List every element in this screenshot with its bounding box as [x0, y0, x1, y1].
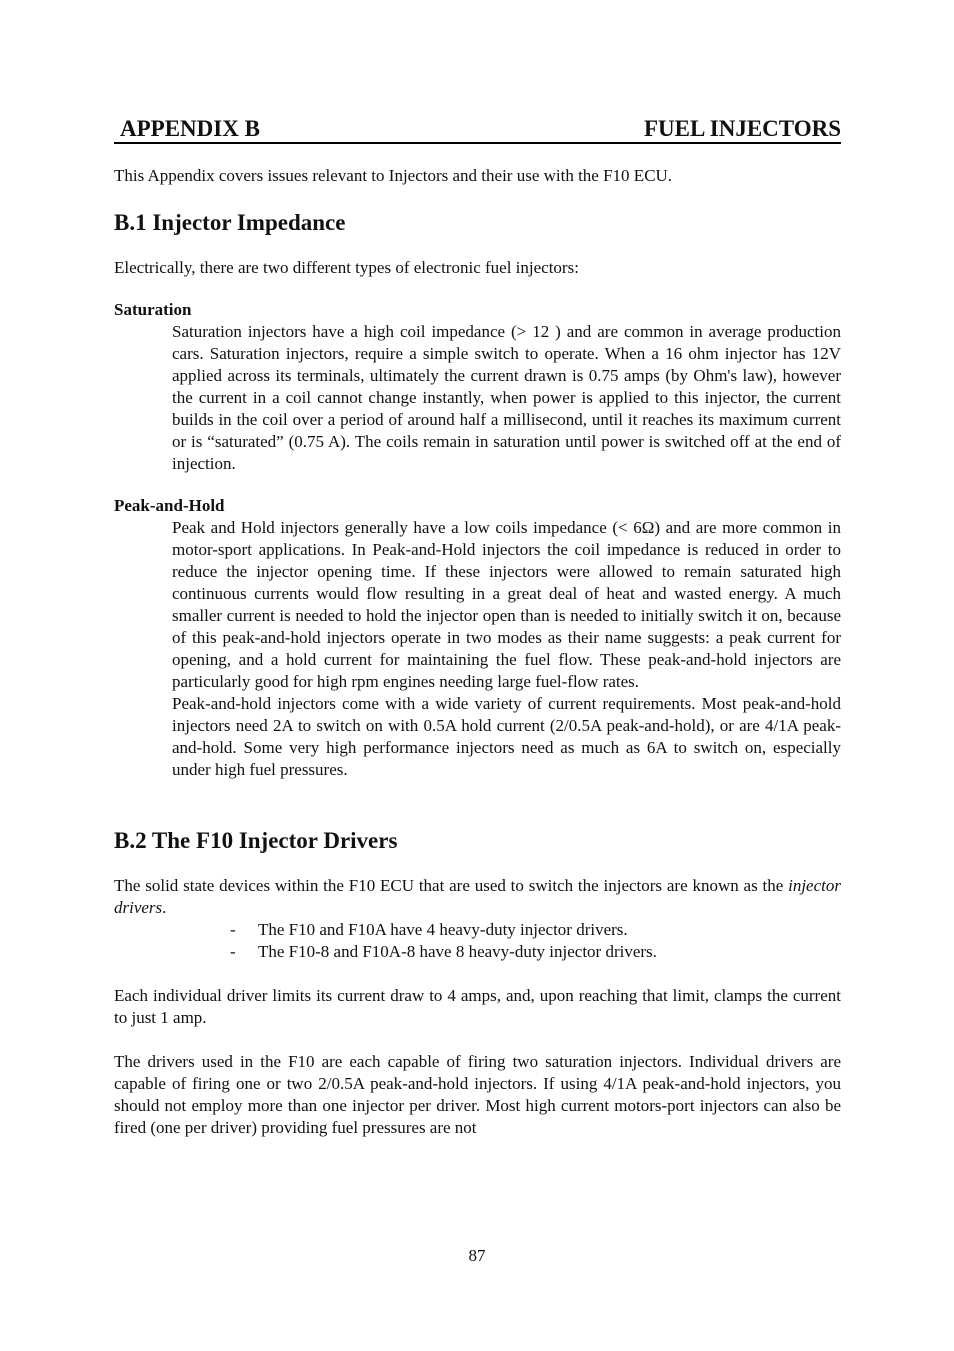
saturation-paragraph: Saturation injectors have a high coil impedance (> 12 ) and are common in average production cars. Saturation injectors, require a simple switch to operate. When a 16 ohm injector has 12V applied across its terminals, ultimately the current drawn is 0.75 amps (by Ohm's law), however the current in a coil cannot change instantly, when power is applied to this injector, the current builds in the coil over a period of around half a millisecond, until it reaches its maximum current or is “saturated” (0.75 A). The coils remain in saturation until power is switched off at the end of injection.	[172, 322, 841, 473]
section-b1-heading: B.1 Injector Impedance	[114, 210, 346, 235]
list-item-text: The F10-8 and F10A-8 have 8 heavy-duty injector drivers.	[258, 942, 657, 961]
list-item	[230, 941, 841, 963]
p1-end: .	[162, 898, 167, 917]
section-b2-paragraph-3: The drivers used in the F10 are each capable of firing two saturation injectors. Individual drivers are capable of firing one or two 2/0.5A peak-and-hold injectors. If using 4/1A peak-and-hold injectors, you should not employ more than one injector per driver. Most high current motors-port injectors can also be fired (one per driver) providing fuel pressures are not	[114, 1052, 841, 1137]
section-b1-lead: Electrically, there are two different types of electronic fuel injectors:	[114, 258, 579, 277]
list-item-text: The F10 and F10A have 4 heavy-duty injector drivers.	[258, 920, 628, 939]
section-b2-heading: B.2 The F10 Injector Drivers	[114, 828, 398, 853]
p1-start: The solid state devices within the F10 ECU that are used to switch the injectors are known as the	[114, 876, 789, 895]
header-chapter-title: FUEL INJECTORS	[643, 116, 841, 141]
driver-list	[230, 919, 841, 963]
bullet-marker: -	[230, 942, 236, 961]
page-number: 87	[468, 1246, 486, 1265]
bullet-marker: -	[230, 920, 236, 939]
intro-paragraph: This Appendix covers issues relevant to Injectors and their use with the F10 ECU.	[114, 166, 673, 185]
peak-hold-paragraph-2: Peak-and-hold injectors come with a wide variety of current requirements. Most peak-and-hold injectors need 2A to switch on with 0.5A hold current (2/0.5A peak-and-hold), or are 4/1A peak-and-hold. Some very high performance injectors need as much as 6A to switch on, especially under high fuel pressures.	[172, 694, 841, 779]
peak-hold-term: Peak-and-Hold	[114, 496, 225, 515]
section-b2-paragraph-1	[114, 875, 841, 919]
header-appendix-label: APPENDIX B	[120, 116, 260, 141]
page-header	[114, 112, 841, 144]
peak-hold-paragraph-1: Peak and Hold injectors generally have a low coils impedance (< 6Ω) and are more common in motor-sport applications. In Peak-and-Hold injectors the coil impedance is reduced in order to reduce the injector opening time. If these injectors were allowed to remain saturated high continuous currents would flow resulting in a great deal of heat and wasted energy. A much smaller current is needed to hold the injector open than is needed to initially switch it on, because of this peak-and-hold injectors operate in two modes as their name suggests: a peak current for opening, and a hold current for maintaining the fuel flow. These peak-and-hold injectors are particularly good for high rpm engines needing large fuel-flow rates.	[172, 518, 841, 691]
saturation-term: Saturation	[114, 300, 192, 319]
section-b2-paragraph-2: Each individual driver limits its current draw to 4 amps, and, upon reaching that limit, clamps the current to just 1 amp.	[114, 986, 841, 1027]
p1-italic-term: injector drivers	[114, 876, 841, 917]
list-item	[230, 919, 841, 941]
page-body	[114, 112, 841, 1139]
